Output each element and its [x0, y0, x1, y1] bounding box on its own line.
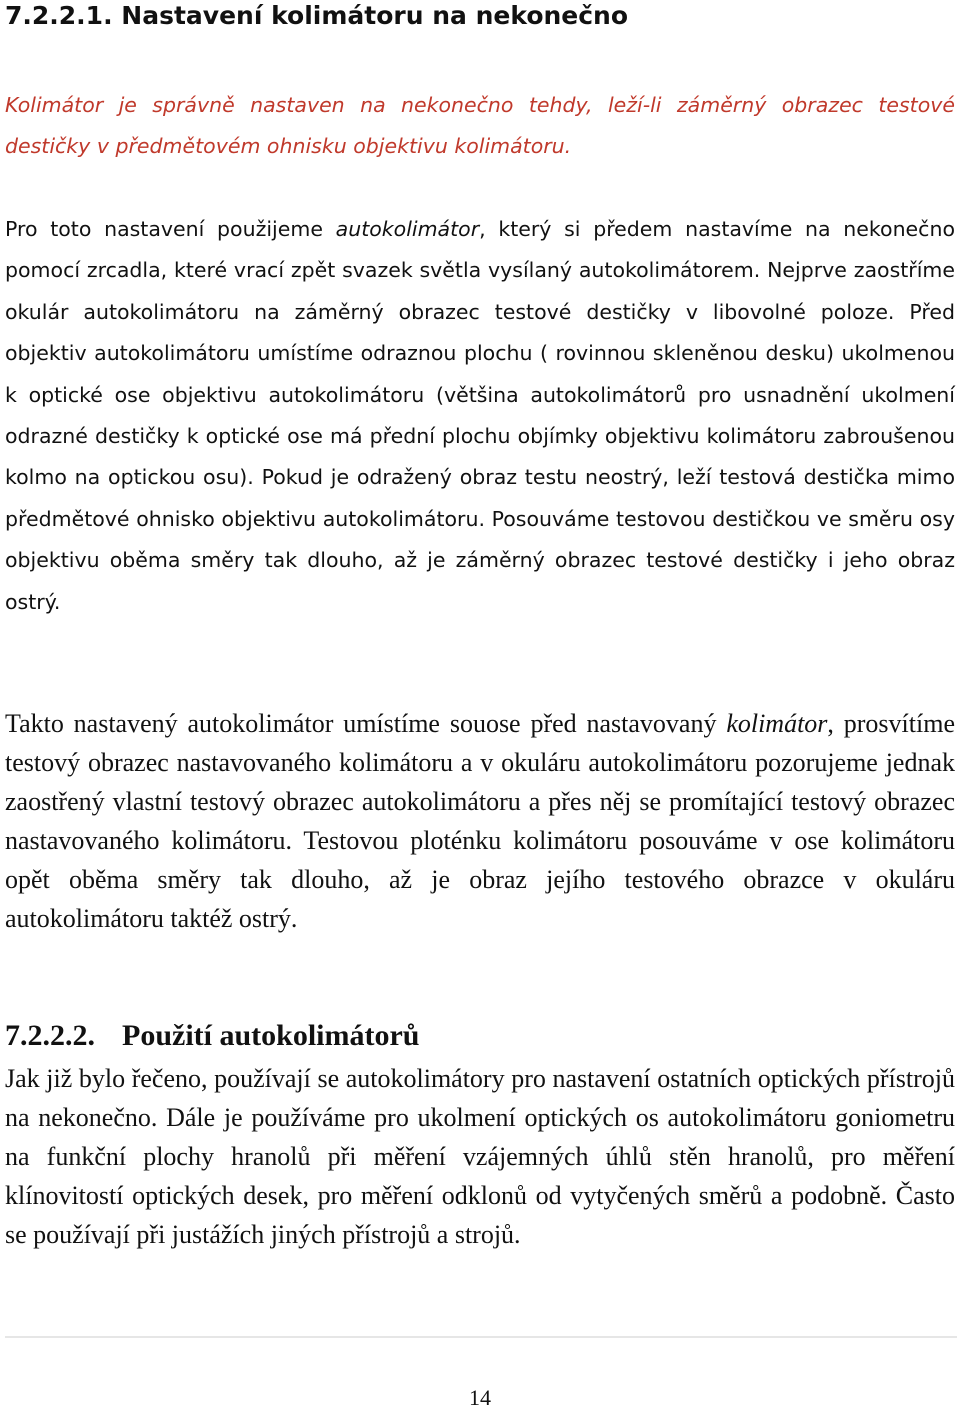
section-heading-1: 7.2.2.1. Nastavení kolimátoru na nekonečno: [5, 1, 629, 30]
paragraph-autocollimator-setup: [5, 209, 955, 623]
paragraph-text: Takto nastavený autokolimátor umístíme souose před nastavovaný: [5, 709, 727, 738]
page-number: 14: [469, 1385, 491, 1410]
emphasis-term: kolimátor: [726, 709, 828, 738]
footer-divider: [5, 1336, 957, 1338]
highlight-definition: Kolimátor je správně nastaven na nekonečno tehdy, leží-li záměrný obrazec testové destičky v předmětovém ohnisku objektivu kolimátoru.: [5, 93, 955, 159]
paragraph-text: Pro toto nastavení použijeme: [5, 217, 336, 241]
section-title: Použití autokolimátorů: [122, 1019, 420, 1052]
paragraph-collimator-alignment: [5, 704, 955, 938]
paragraph-text: , který si předem nastavíme na nekonečno pomocí zrcadla, které vrací zpět svazek světla vysílaný autokolimátorem. Nejprve zaostříme okulár autokolimátoru na záměrný obrazec testové destičky v libovolné poloze. Před objektiv autokolimátoru umístíme odraznou plochu ( rovinnou skleněnou desku) ukolmenou k optické ose objektivu autokolimátoru (většina autokolimátorů pro usnadnění ukolmení odrazné destičky k optické ose má přední plochu objímky objektivu kolimátoru zabroušenou kolmo na optickou osu). Pokud je odražený obraz testu neostrý, leží testová destička mimo předmětové ohnisko objektivu autokolimátoru. Posouváme testovou destičkou ve směru osy objektivu oběma směry tak dlouho, až je záměrný obrazec testové destičky i jeho obraz ostrý.: [5, 217, 955, 614]
section-heading-2: [5, 1016, 420, 1056]
paragraph-text: , prosvítíme testový obrazec nastavovaného kolimátoru a v okuláru autokolimátoru pozorujeme jednak zaostřený vlastní testový obrazec autokolimátoru a přes něj se promítající testový obrazec nastavovaného kolimátoru. Testovou ploténku kolimátoru posouváme v ose kolimátoru opět oběma směry tak dlouho, až je obraz jejího testového obrazce v okuláru autokolimátoru taktéž ostrý.: [5, 709, 955, 933]
paragraph-autocollimator-usage: Jak již bylo řečeno, používají se autokolimátory pro nastavení ostatních optických přístrojů na nekonečno. Dále je používáme pro ukolmení optických os autokolimátoru goniometru na funkční plochy hranolů při měření vzájemných úhlů stěn hranolů, pro měření klínovitostí optických desek, pro měření odklonů od vytyčených směrů a podobně. Často se používají při justážích jiných přístrojů a strojů.: [5, 1064, 955, 1249]
emphasis-term: autokolimátor: [335, 217, 480, 241]
section-number: 7.2.2.2.: [5, 1019, 95, 1052]
